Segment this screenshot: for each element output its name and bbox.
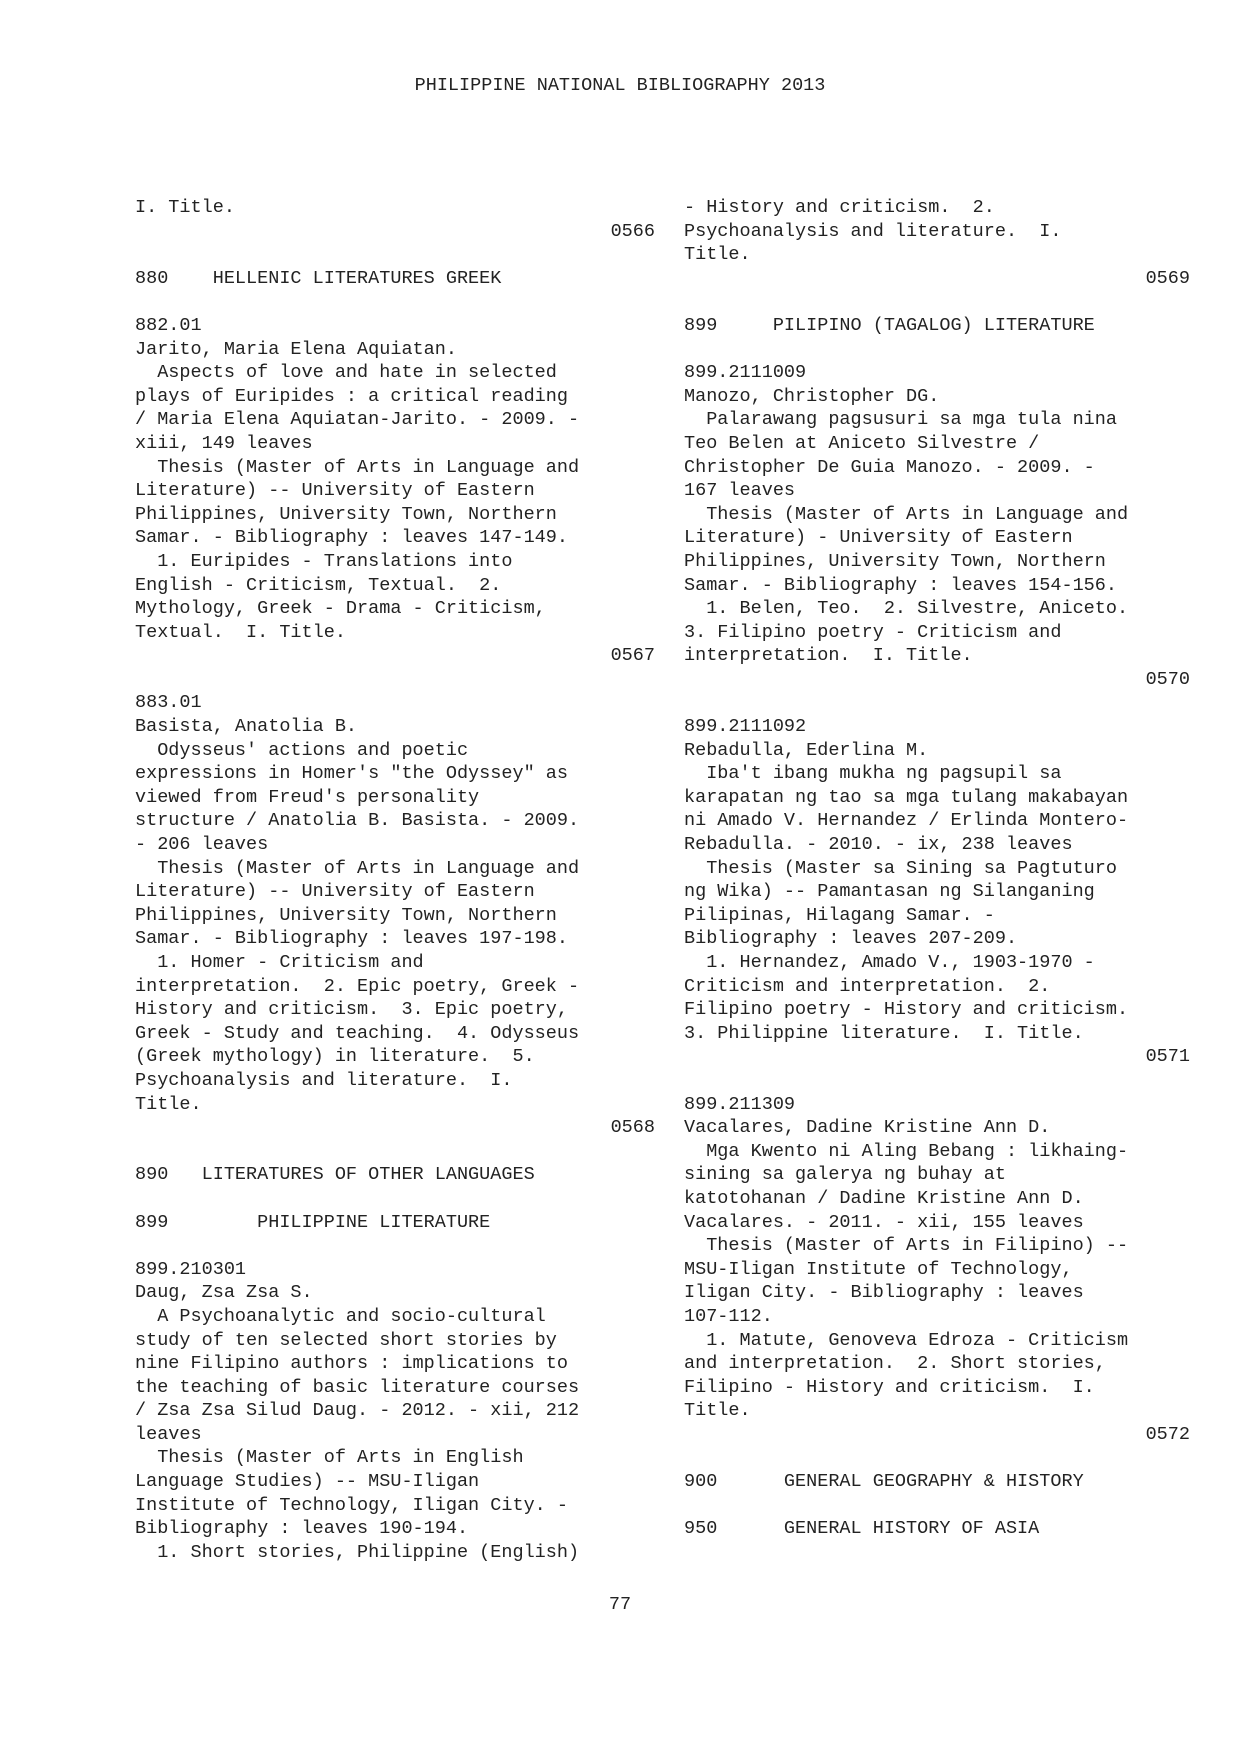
text-line: Iba't ibang mukha ng pagsupil sa: [684, 763, 1062, 785]
text-line: Odysseus' actions and poetic: [135, 739, 469, 761]
entry-number: 0569: [1145, 267, 1190, 289]
text-line: the teaching of basic literature courses: [135, 1376, 580, 1398]
text-line: ng Wika) -- Pamantasan ng Silanganing: [684, 881, 1095, 903]
text-line: and interpretation. 2. Short stories,: [684, 1353, 1106, 1375]
text-line: MSU-Iligan Institute of Technology,: [684, 1258, 1073, 1280]
text-line: Iligan City. - Bibliography : leaves: [684, 1282, 1084, 1304]
entry-number: 0568: [610, 1117, 655, 1139]
text-line: structure / Anatolia B. Basista. - 2009.: [135, 810, 580, 832]
text-line: 950 GENERAL HISTORY OF ASIA: [684, 1518, 1040, 1540]
text-line: Textual. I. Title.: [135, 621, 346, 643]
text-line: 1. Matute, Genoveva Edroza - Criticism: [684, 1329, 1129, 1351]
text-line: - History and criticism. 2.: [684, 197, 995, 218]
text-line: 1. Hernandez, Amado V., 1903-1970 -: [684, 952, 1095, 973]
text-line: Vacalares, Dadine Kristine Ann D.: [684, 1117, 1051, 1139]
text-line: [135, 668, 655, 692]
text-line: [135, 243, 655, 267]
entry-number: 0572: [1145, 1423, 1190, 1445]
text-line: 880 HELLENIC LITERATURES GREEK: [135, 267, 502, 289]
text-line: [135, 290, 655, 314]
left-column: [135, 196, 655, 1564]
text-line: [684, 338, 1190, 362]
text-line: Mga Kwento ni Aling Bebang : likhaing-: [684, 1140, 1129, 1162]
text-line: viewed from Freud's personality: [135, 786, 480, 808]
text-line: Philippines, University Town, Northern: [135, 904, 557, 926]
text-line: plays of Euripides : a critical reading: [135, 385, 568, 407]
right-column: [684, 196, 1190, 1541]
text-line: Thesis (Master of Arts in Language and: [135, 456, 580, 478]
text-line: leaves: [135, 1423, 202, 1445]
entry-number: 0570: [1145, 668, 1190, 690]
text-line: study of ten selected short stories by: [135, 1329, 557, 1351]
text-line: Thesis (Master sa Sining sa Pagtuturo: [684, 857, 1117, 879]
text-line: xiii, 149 leaves: [135, 432, 313, 454]
text-line: Thesis (Master of Arts in Filipino) --: [684, 1235, 1129, 1257]
text-line: interpretation. 2. Epic poetry, Greek -: [135, 975, 580, 997]
text-line: Psychoanalysis and literature. I.: [684, 220, 1062, 242]
text-line: Samar. - Bibliography : leaves 197-198.: [135, 928, 568, 950]
text-line: [684, 1494, 1190, 1518]
text-line: 3. Philippine literature. I. Title.: [684, 1022, 1084, 1044]
text-line: ni Amado V. Hernandez / Erlinda Montero-: [684, 810, 1129, 832]
text-line: karapatan ng tao sa mga tulang makabayan: [684, 786, 1129, 808]
text-line: Mythology, Greek - Drama - Criticism,: [135, 598, 546, 620]
text-line: Title.: [684, 1400, 751, 1422]
text-line: 899.210301: [135, 1258, 247, 1280]
text-line: (Greek mythology) in literature. 5.: [135, 1046, 535, 1068]
text-line: expressions in Homer's "the Odyssey" as: [135, 763, 568, 785]
text-line: Psychoanalysis and literature. I.: [135, 1069, 513, 1091]
text-line: Language Studies) -- MSU-Iligan: [135, 1471, 480, 1493]
entry-number: 0571: [1145, 1046, 1190, 1068]
text-line: Bibliography : leaves 190-194.: [135, 1518, 469, 1540]
text-line: Teo Belen at Aniceto Silvestre /: [684, 432, 1040, 454]
text-line: Literature) -- University of Eastern: [135, 480, 535, 502]
text-line: Jarito, Maria Elena Aquiatan.: [135, 338, 457, 360]
text-line: / Zsa Zsa Silud Daug. - 2012. - xii, 212: [135, 1400, 580, 1422]
text-line: English - Criticism, Textual. 2.: [135, 574, 502, 596]
text-line: 899.2111009: [684, 362, 807, 384]
text-line: [135, 1140, 655, 1164]
text-line: Title.: [684, 244, 751, 266]
text-line: Christopher De Guia Manozo. - 2009. -: [684, 456, 1095, 478]
text-line: interpretation. I. Title.: [684, 645, 973, 667]
text-line: [135, 1187, 655, 1211]
text-line: Aspects of love and hate in selected: [135, 362, 557, 384]
text-line: Literature) - University of Eastern: [684, 527, 1073, 549]
text-line: katotohanan / Dadine Kristine Ann D.: [684, 1187, 1084, 1209]
text-line: Basista, Anatolia B.: [135, 716, 358, 738]
text-line: Rebadulla, Ederlina M.: [684, 739, 929, 761]
text-line: Thesis (Master of Arts in English: [135, 1447, 524, 1469]
text-line: A Psychoanalytic and socio-cultural: [135, 1305, 546, 1327]
text-line: History and criticism. 3. Epic poetry,: [135, 999, 568, 1021]
text-line: 890 LITERATURES OF OTHER LANGUAGES: [135, 1164, 535, 1186]
text-line: Samar. - Bibliography : leaves 154-156.: [684, 574, 1117, 596]
text-line: 899 PILIPINO (TAGALOG) LITERATURE: [684, 314, 1095, 336]
text-line: Bibliography : leaves 207-209.: [684, 928, 1018, 950]
text-line: I. Title.: [135, 197, 235, 218]
text-line: [684, 1446, 1190, 1470]
text-line: Daug, Zsa Zsa S.: [135, 1282, 313, 1304]
text-line: Criticism and interpretation. 2.: [684, 975, 1051, 997]
text-line: 882.01: [135, 314, 202, 336]
text-line: Literature) -- University of Eastern: [135, 881, 535, 903]
text-line: Pilipinas, Hilagang Samar. -: [684, 904, 995, 926]
text-line: 883.01: [135, 692, 202, 714]
text-line: Samar. - Bibliography : leaves 147-149.: [135, 527, 568, 549]
entry-number: 0566: [610, 220, 655, 242]
text-line: 1. Homer - Criticism and: [135, 952, 424, 973]
text-line: nine Filipino authors : implications to: [135, 1353, 568, 1375]
text-line: 900 GENERAL GEOGRAPHY & HISTORY: [684, 1471, 1084, 1493]
text-line: 1. Short stories, Philippine (English): [135, 1541, 580, 1563]
text-line: Palarawang pagsusuri sa mga tula nina: [684, 409, 1117, 431]
text-line: 3. Filipino poetry - Criticism and: [684, 621, 1062, 643]
text-line: Thesis (Master of Arts in Language and: [135, 857, 580, 879]
text-line: sining sa galerya ng buhay at: [684, 1164, 1006, 1186]
text-line: 899 PHILIPPINE LITERATURE: [135, 1211, 491, 1233]
text-line: 167 leaves: [684, 480, 796, 502]
text-line: 1. Belen, Teo. 2. Silvestre, Aniceto.: [684, 598, 1129, 620]
text-line: 899.211309: [684, 1093, 796, 1115]
text-line: Greek - Study and teaching. 4. Odysseus: [135, 1022, 580, 1044]
page-header: PHILIPPINE NATIONAL BIBLIOGRAPHY 2013: [414, 75, 826, 96]
text-line: [135, 1234, 655, 1258]
text-line: [684, 290, 1190, 314]
text-line: Philippines, University Town, Northern: [684, 550, 1106, 572]
text-line: Filipino - History and criticism. I.: [684, 1376, 1095, 1398]
text-line: / Maria Elena Aquiatan-Jarito. - 2009. -: [135, 409, 580, 431]
text-line: 107-112.: [684, 1305, 773, 1327]
text-line: Filipino poetry - History and criticism.: [684, 999, 1129, 1021]
text-line: Philippines, University Town, Northern: [135, 503, 557, 525]
text-line: 899.2111092: [684, 716, 807, 738]
entry-number: 0567: [610, 645, 655, 667]
text-line: Manozo, Christopher DG.: [684, 385, 940, 407]
text-line: Vacalares. - 2011. - xii, 155 leaves: [684, 1211, 1084, 1233]
text-line: Title.: [135, 1093, 202, 1115]
text-line: Institute of Technology, Iligan City. -: [135, 1494, 568, 1516]
text-line: [684, 691, 1190, 715]
text-line: Thesis (Master of Arts in Language and: [684, 503, 1129, 525]
text-line: Rebadulla. - 2010. - ix, 238 leaves: [684, 834, 1073, 856]
text-line: [684, 1069, 1190, 1093]
text-line: - 206 leaves: [135, 834, 269, 856]
page-number: 77: [608, 1594, 632, 1615]
text-line: 1. Euripides - Translations into: [135, 550, 513, 572]
